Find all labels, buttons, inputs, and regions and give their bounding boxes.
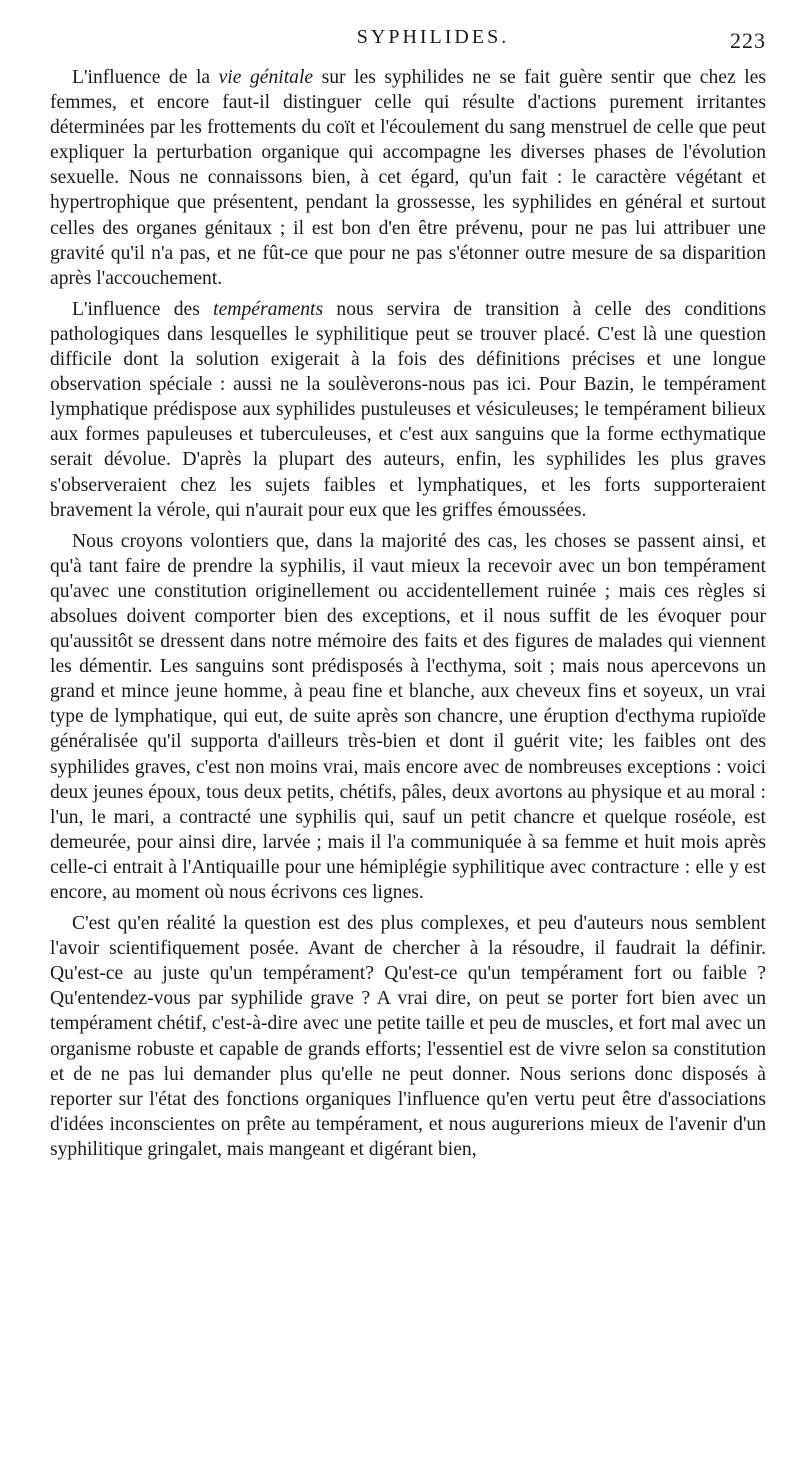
paragraph-exceptions: Nous croyons volontiers que, dans la majorité des cas, les choses se passent ainsi, et qu'à tant faire de prendre la syphilis, il vaut mieux la recevoir avec un bon tempérament qu'avec une constitution originellement ou accidentellement ruinée ; mais ces règles si absolues doivent comporter bien des exceptions, et il nous suffit de les évoquer pour qu'aussitôt se dressent dans notre mémoire des faits et des figures de malades qui viennent les démentir. Les sanguins sont prédisposés à l'ecthyma, soit ; mais nous apercevons un grand et mince jeune homme, à peau fine et blanche, aux cheveux fins et soyeux, un vrai type de lymphatique, qui eut, de suite après son chancre, une éruption d'ecthyma rupioïde généralisée qu'il supporta d'ailleurs très-bien et dont il guérit vite; les faibles ont des syphilides graves, c'est non moins vrai, mais encore avec de nombreuses exceptions : voici deux jeunes époux, tous deux petits, chétifs, pâles, deux avortons au physique et au moral : l'un, le mari, a contracté une syphilis qui, sauf un petit chancre et quelque roséole, est demeurée, pour ainsi dire, larvée ; mais il l'a communiquée à sa femme et huit mois après celle-ci entrait à l'Antiquaille pour une hémiplégie syphilitique avec contracture : elle y est encore, au moment où nous écrivons ces lignes. [50,530,766,903]
paragraph-complexity: C'est qu'en réalité la question est des plus complexes, et peu d'auteurs nous semblent l'avoir scientifiquement posée. Avant de chercher à la résoudre, il faudrait la définir. Qu'est-ce au juste qu'un tempérament? Qu'est-ce qu'un tempérament fort ou faible ? Qu'entendez-vous par syphilide grave ? A vrai dire, on peut se porter fort bien avec un tempérament chétif, c'est-à-dire avec une petite taille et peu de muscles, et fort mal avec un organisme robuste et capable de grands efforts; l'essentiel est de vivre selon sa constitution et de ne pas lui demander plus qu'elle ne peut donner. Nous serions donc disposés à reporter sur l'état des fonctions organiques l'influence qu'en vertu peut être d'associations d'idées inconscientes on prête au tempérament, et nous augurerions mieux de l'avenir d'un syphilitique gringalet, mais mangeant et digérant bien, [50,913,766,1160]
paragraph-text: sur les syphilides ne se fait guère sentir que chez les femmes, et encore faut-il distinguer celle qui résulte d'actions purement irritantes déterminées par les frottements du coït et l'écoulement du sang menstruel de celle que peut expliquer la perturbation organique qui accompagne les diverses phases de l'évolution sexuelle. Nous ne connaissons bien, à cet égard, qu'un fait : le caractère végétant et hypertrophique que présentent, pendant la grossesse, les syphilides en général et surtout celles des organes génitaux ; il est bon d'en être prévenu, pour ne pas lui attribuer une gravité qu'il n'a pas, et ne fût-ce que pour ne pas s'étonner outre mesure de sa disparition après l'accouchement. [50,67,766,289]
paragraph-text: L'influence des [72,298,214,320]
paragraph-text: nous servira de transition à celle des conditions pathologiques dans lesquelles le syphilitique peut se trouver placé. C'est là une question difficile dont la solution exigerait à la fois des définitions précises et une longue observation spéciale : aussi ne la soulèverons-nous pas ici. Pour Bazin, le tempérament lymphatique prédispose aux syphilides pustuleuses et vésiculeuses; le tempérament bilieux aux formes papuleuses et tuberculeuses, et c'est aux sanguins que la forme ecthymatique serait dévolue. D'après la plupart des auteurs, enfin, les syphilides les plus graves s'observeraient chez les sujets faibles et lymphatiques, et les forts supporteraient bravement la vérole, qui n'aurait pour eux que les griffes émoussées. [50,298,766,521]
paragraph-genital-life [50,65,766,291]
book-page [50,26,766,1162]
paragraph-text: L'influence de la [72,67,219,88]
body-text [50,65,766,1162]
paragraph-temperaments [50,297,766,523]
italic-term: tempéraments [213,298,324,320]
italic-term: vie génitale [218,67,314,88]
running-title: SYPHILIDES. [356,26,510,48]
running-head [50,26,766,60]
page-number: 223 [730,28,766,53]
